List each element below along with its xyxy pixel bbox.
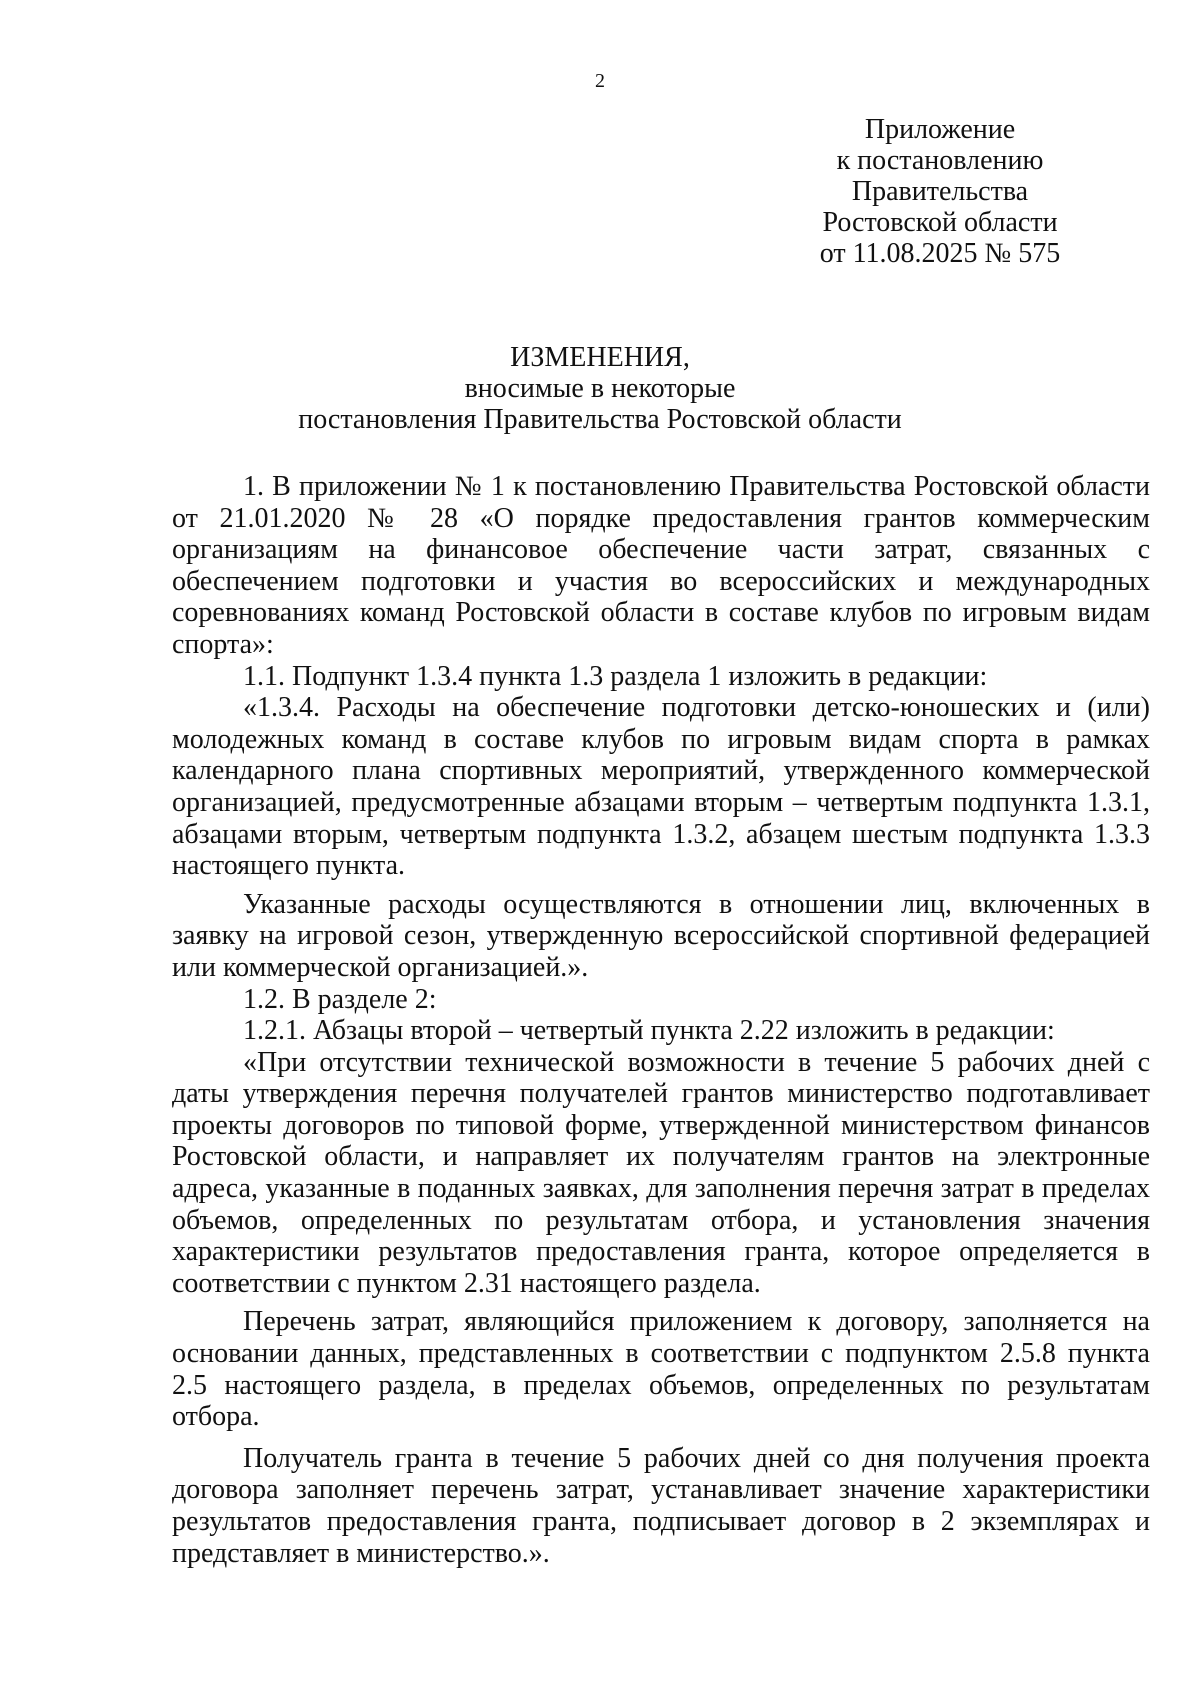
- appendix-line: Приложение: [864, 114, 1016, 145]
- paragraph: 1. В приложении № 1 к постановлению Правительства Ростовской области от 21.01.2020 № 28 «О порядке предоставления грантов коммерческим организациям на финансовое обеспечение части затрат, связанных с обеспечением подготовки и участия во всероссийских и международных соревнованиях команд Ростовской области в составе клубов по игровым видам спорта»:: [172, 471, 1150, 660]
- paragraph: «При отсутствии технической возможности в течение 5 рабочих дней с даты утверждения перечня получателей грантов министерство подготавливает проекты договоров по типовой форме, утвержденной министерством финансов Ростовской области, и направляет их получателям грантов на электронные адреса, указанные в поданных заявках, для заполнения перечня затрат в пределах объемов, определенных по результатам отбора, и установления значения характеристики результатов предоставления гранта, которое определяется в соответствии с пунктом 2.31 настоящего раздела.: [172, 1046, 1150, 1299]
- paragraph: 1.1. Подпункт 1.3.4 пункта 1.3 раздела 1 изложить в редакции:: [243, 660, 988, 692]
- document-heading: ИЗМЕНЕНИЯ,: [510, 342, 690, 373]
- paragraph: 1.2.1. Абзацы второй – четвертый пункта 2.22 изложить в редакции:: [243, 1015, 1055, 1047]
- paragraph: Перечень затрат, являющийся приложением к договору, заполняется на основании данных, представленных в соответствии с подпунктом 2.5.8 пункта 2.5 настоящего раздела, в пределах объемов, определенных по результатам отбора.: [172, 1306, 1150, 1433]
- document-subtitle: вносимые в некоторые: [464, 373, 736, 404]
- paragraph: Получатель гранта в течение 5 рабочих дней со дня получения проекта договора заполняет перечень затрат, устанавливает значение характеристики результатов предоставления гранта, подписывает договор в 2 экземплярах и представляет в министерство.».: [172, 1442, 1150, 1569]
- document-title-block: [0, 342, 1200, 435]
- paragraph: 1.2. В разделе 2:: [243, 983, 437, 1015]
- appendix-line: Ростовской области: [822, 207, 1058, 238]
- page-number: 2: [595, 70, 605, 92]
- appendix-date-number: от 11.08.2025 № 575: [819, 238, 1061, 269]
- appendix-line: Правительства: [851, 176, 1029, 207]
- paragraph: «1.3.4. Расходы на обеспечение подготовки детско-юношеских и (или) молодежных команд в составе клубов по игровым видам спорта в рамках календарного плана спортивных мероприятий, утвержденного коммерческой организацией, предусмотренные абзацами вторым – четвертым подпункта 1.3.1, абзацами вторым, четвертым подпункта 1.3.2, абзацем шестым подпункта 1.3.3 настоящего пункта.: [172, 692, 1150, 882]
- appendix-header: [790, 114, 1090, 269]
- document-body: [172, 471, 1150, 1569]
- appendix-line: к постановлению: [836, 145, 1044, 176]
- paragraph: Указанные расходы осуществляются в отношении лиц, включенных в заявку на игровой сезон, утвержденную всероссийской спортивной федерацией или коммерческой организацией.».: [172, 888, 1150, 983]
- document-subtitle: постановления Правительства Ростовской области: [298, 404, 902, 435]
